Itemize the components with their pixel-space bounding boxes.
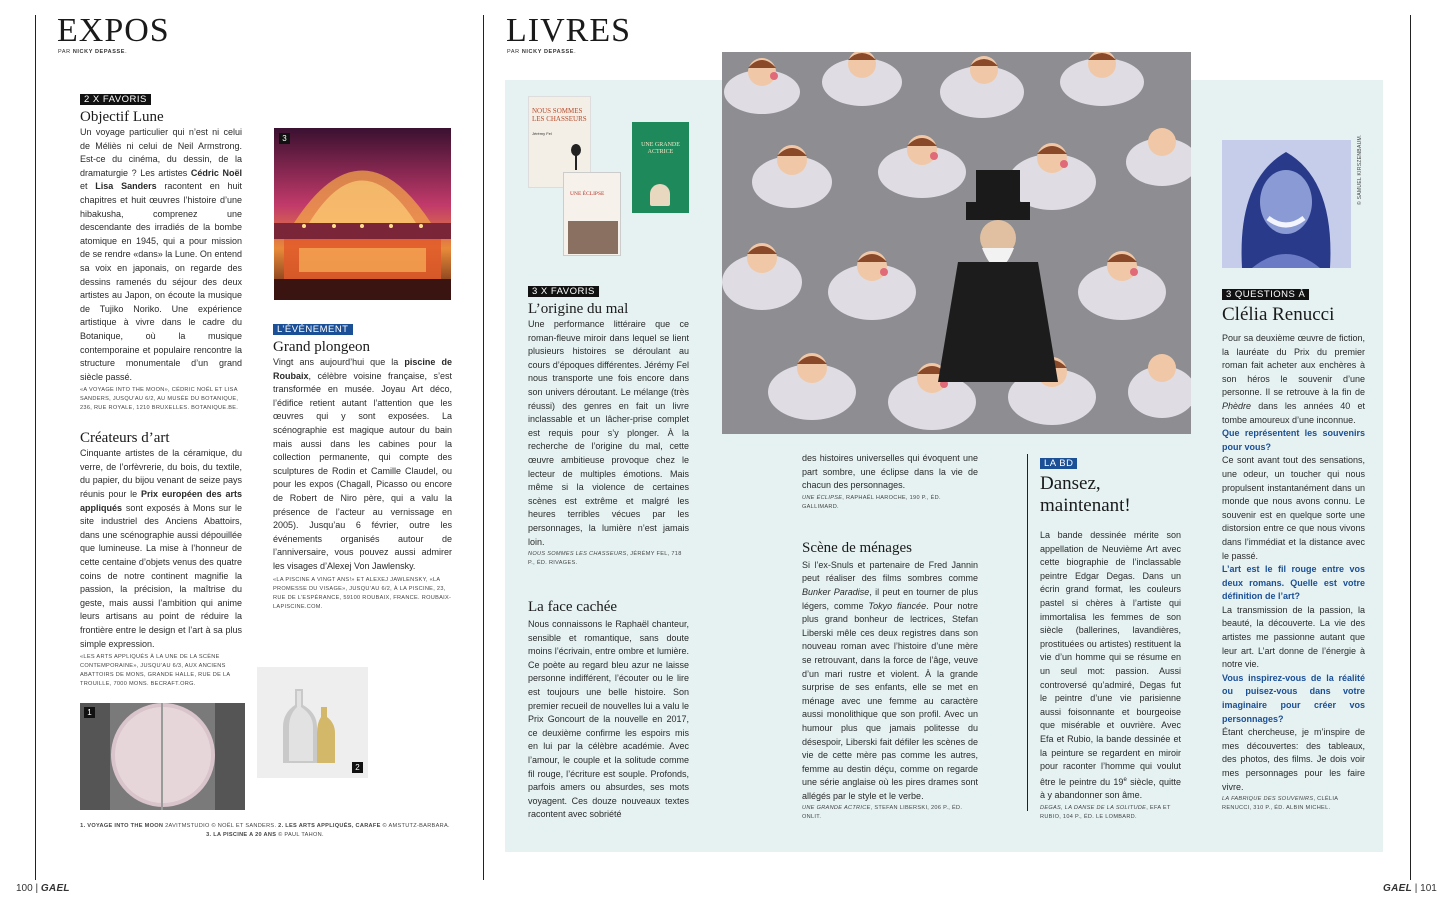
magazine-logo-right: GAEL [1383, 883, 1412, 894]
tag-levenement: L’ÉVÉNEMENT [273, 324, 353, 335]
headline-grand-plongeon: Grand plongeon [273, 339, 371, 355]
article-la-face-cachee: Nous connaissons le Raphaël chanteur, sensible et romantique, sans doute moins l’écrivain, entre ombre et lumière. Ce poète au regard bleu azur ne laisse personne indifférent, l’écouter ou le lire est toujours une belle histoire. Son premier recueil de nouvelles lui a valu le Prix Goncourt de la nouvelle en 2017, ce deuxième confirme les espoirs mis en lui par la célèbre académie. Avec l’amour, le couple et la solitude comme fil rouge, l’écriture est souple. Profonds, parfois amers ou absurdes, ses mots voyagent. Ces douze nouveaux textes racontent avec sobriété [528, 619, 689, 820]
expos-column-1 [80, 89, 242, 689]
la-piscine-illustration [274, 128, 451, 300]
bd-column-rule [1027, 454, 1028, 811]
interview-question-3: Vous inspirez-vous de la réalité ou puisez-vous dans votre imaginaire pour créer vos personnages? [1222, 672, 1365, 724]
expos-byline: PAR NICKY DEPASSE. [58, 49, 128, 55]
byline-prefix: PAR [507, 49, 520, 55]
tag-2x-favoris: 2 X FAVORIS [80, 94, 151, 105]
photo-number-3: 3 [279, 133, 290, 144]
page-number-100: 100 [16, 883, 33, 894]
photo-captions: 1. VOYAGE INTO THE MOON 2AVITMSTUDIO © NOËL ET SANDERS. 2. LES ARTS APPLIQUÉS, CARAFE © AMSTUTZ-BARBARA. 3. LA PISCINE A 20 ANS © PAUL TAHON. [80, 823, 450, 838]
degas-bd-illustration [722, 52, 1191, 434]
left-folio: 100 | GAEL [16, 883, 70, 894]
cover2-portrait [568, 221, 618, 254]
book-cover-une-grande-actrice [632, 122, 689, 213]
tag-3-questions-a: 3 QUESTIONS À [1222, 289, 1309, 300]
tag-la-bd: LA BD [1040, 458, 1077, 469]
right-folio: GAEL | 101 [1383, 883, 1437, 894]
livres-column-d [1222, 284, 1365, 813]
tag-3x-favoris: 3 X FAVORIS [528, 286, 599, 297]
article-createurs-dart: Cinquante artistes de la céramique, du verre, de l’orfèvrerie, du bois, du textile, du papier, du bijou venant de seize pays réunis pour le Prix européen des arts appliqués sont exposés à Mons sur le site industriel des Anciens Abattoirs, dans une scénographie aussi dépouillée que lumineuse. La mise à l’honneur de cette centaine d’objets venus des quatre coins de notre continent magnifie la passion, la précision, la maîtrise du geste, mais aussi l’ambition qui anime leurs artisans au point de réduire la frontière entre le design et l’art à sa plus simple expression. [80, 448, 242, 649]
headline-lorigine-du-mal: L’origine du mal [528, 301, 629, 317]
headline-la-face-cachee: La face cachée [528, 599, 618, 616]
credit-degas: DEGAS, LA DANSE DE LA SOLITUDE, EFA ET RUBIO, 104 P., ÉD. LE LOMBARD. [1040, 804, 1171, 820]
expos-section-title: EXPOS [57, 12, 170, 49]
cover2-title: UNE ÉCLIPSE [570, 191, 605, 197]
headline-scene-de-menages: Scène de ménages [802, 539, 912, 556]
headline-createurs-dart: Créateurs d’art [80, 430, 170, 447]
center-gutter-rule [483, 15, 484, 880]
interview-answer-1: Ce sont avant tout des sensations, une odeur, un toucher qui nous propulsent instantanément dans un monde que nous avons connu. Le souvenir est en quelque sorte une distorsion entre ce que nous vivons dans l’immédiat et la distance avec le passé. [1222, 455, 1365, 561]
left-margin-rule [35, 15, 36, 880]
magazine-logo-left: GAEL [40, 883, 70, 894]
headline-clelia-renucci: Clélia Renucci [1222, 304, 1335, 325]
article-grand-plongeon: Vingt ans aujourd’hui que la piscine de Roubaix, célèbre voisine française, s’est transformée en musée. Joyau Art déco, l’édifice retient autant l’attention que les œuvres qui y sont exposées. La scénographie est magique autour du bain mais aussi dans les cabines pour la collection permanente, qui compte des sculptures de Rodin et Camille Claudel, ou pour les expos (Chagall, Picasso ou encore de Robert de Niro père, qui a valu la présence de l’acteur au vernissage en 2005). Jusqu’au 6 février, outre les événements organisés autour de l’anniversaire, vous pouvez aussi admirer les visages d’Alexej Von Jawlensky. [273, 357, 452, 571]
bird-icon [567, 142, 585, 172]
article-la-face-cachee-continued: des histoires universelles qui évoquent une part sombre, une éclipse dans la vie de chacun des personnages. [802, 453, 978, 491]
interview-intro: Pour sa deuxième œuvre de fiction, la lauréate du Prix du premier roman fait acheter aux enchères à son héros le souvenir d’une personne. Il se retrouve à la fin de Phèdre dans les années 40 et tombe amoureux d’une inconnue. [1222, 333, 1365, 425]
right-margin-rule [1410, 15, 1411, 880]
interview-question-2: L’art est le fil rouge entre vos deux romans. Quelle est votre définition de l’art? [1222, 564, 1365, 602]
headline-dansez-maintenant: Dansez, maintenant! [1040, 473, 1131, 516]
byline-author: NICKY DEPASSE [521, 49, 575, 55]
headline-objectif-lune: Objectif Lune [80, 109, 164, 125]
credit-createurs-dart: «LES ARTS APPLIQUÉS À LA UNE DE LA SCÈNE CONTEMPORAINE», JUSQU’AU 6/3, AUX ANCIENS ABATTOIRS DE MONS, GRANDE HALLE, RUE DE LA TROUILLE, 7000 MONS. BECRAFT.ORG. [80, 654, 231, 688]
article-scene-de-menages: Si l’ex-Snuls et partenaire de Fred Jannin peut réaliser des films sombres comme Bunker Paradise, il peut en tourner de plus légers, comme Tokyo fiancée. Pour notre plus grand bonheur de lectrices, Stefan Liberski mêle ces deux registres dans son nouveau roman avec l’histoire d’une mère se retrouvant, dans la force de l’âge, veuve d’un mari rustre et violent. À la grande surprise de ses enfants, elle se met en ménage avec une femme au caractère aussi monolithique que son profil. Avec un humour plus que jamais politesse du désespoir, Liberski fait défiler les scènes de vie de cette mère pas comme les autres, femme au destin déçu, comme on regarde une série anglaise où les pires drames sont allégés par le style et le verbe. [802, 559, 978, 801]
article-dansez-maintenant: La bande dessinée mérite son appellation de Neuvième Art avec cette biographie de l’inclassable peintre Edgar Degas. Dans un écrin grand format, les couleurs pastel si chères à l’artiste qui immortalisa les femmes de son siècle (ballerines, lavandières, prostituées ou artistes) restituent la vie d’un homme qui se résume en un seul mot: passion. Aussi controversé qu’admiré, Degas fut le peintre d’une vie parisienne aussi foisonnante et bourgeoise que misérable et ouvrière. Avec Efa et Rubio, la bande dessinée et la peinture se regardent en miroir pour raconter l’homme qui voulut être le peintre du 19e siècle, quitte à y abandonner son âme. [1040, 530, 1181, 801]
credit-objectif-lune: «A VOYAGE INTO THE MOON», CÉDRIC NOËL ET LISA SANDERS, JUSQU’AU 6/2, AU MUSÉE DU BOTANIQUE, 236, RUE ROYALE, 1210 BRUXELLES. BOTANIQUE.BE. [80, 387, 239, 412]
cover1-title: NOUS SOMMES LES CHASSEURS [532, 107, 587, 123]
portrait-illustration [1222, 140, 1351, 268]
book-cover-une-eclipse [563, 172, 621, 256]
photo-carafe [257, 667, 368, 778]
dancers-illustration [722, 52, 1191, 434]
credit-nous-sommes-les-chasseurs: NOUS SOMMES LES CHASSEURS, JÉRÉMY FEL, 718 P., ÉD. RIVAGES. [528, 551, 682, 567]
interview-answer-2: La transmission de la passion, la beauté, la découverte. La vie des artistes me passionne autant que leur art. L’art donne de l’énergie à notre vie. [1222, 604, 1365, 670]
photo-la-piscine [274, 128, 451, 300]
interview-answer-3: Étant chercheuse, je m’inspire de mes découvertes: des tableaux, des photos, des films. Je dois voir mes personnages pour les faire vivre. [1222, 727, 1365, 792]
livres-column-b [802, 452, 978, 822]
article-objectif-lune: Un voyage particulier qui n’est ni celui de Méliès ni celui de Neil Armstrong. Est-ce du cinéma, du dessin, de la dramaturgie ? Les artistes Cédric Noël et Lisa Sanders racontent en huit chapitres et huit œuvres l’histoire d’une hibakusha, comprenez une descendante des irradiés de la bombe atomique en 1945, qui a pour mission de se rendre «dans» la Lune. On entend sa voix en japonais, on regarde des dessins ramenés du séjour des deux artistes au Japon, on écoute la musique de Tujiko Noriko. Une expérience artistique à vivre dans le cadre du Botanique, où la musique contemporaine et populaire rencontre la structure monumentale d’un grand siècle passé. [80, 127, 242, 382]
livres-byline: PAR NICKY DEPASSE. [507, 49, 577, 55]
livres-column-c [1040, 453, 1181, 822]
article-lorigine-du-mal: Une performance littéraire que ce roman-fleuve miroir dans lequel se lient plusieurs histoires se déroulant au cours d’époques différentes. Jérémy Fel nous transporte une fois encore dans son univers déroutant. Le mélange (très réussi) des genres en fait un livre inclassable et un lâcher-prise complet est requis pour s’y plonger. À la recherche de l’origine du mal, cette œuvre ambitieuse provoque chez le lecteur de multiples émotions. Mais même si la violence de certaines scènes est extrême et malgré les heures terribles vécues par les personnages, la lumière n’est jamais loin. [528, 319, 689, 547]
cover1-author: Jérémy Fel [532, 131, 552, 136]
byline-author: NICKY DEPASSE [72, 49, 126, 55]
moon-installation-illustration [80, 703, 245, 810]
credit-la-fabrique-des-souvenirs: LA FABRIQUE DES SOUVENIRS, CLÉLIA RENUCCI, 310 P., ÉD. ALBIN MICHEL. [1222, 796, 1338, 812]
page-number-101: 101 [1420, 883, 1437, 894]
interview-question-1: Que représentent les souvenirs pour vous? [1222, 428, 1365, 452]
photo-number-1: 1 [84, 707, 95, 718]
livres-column-a [528, 281, 689, 822]
portrait-credit: © SAMUEL KIRSZENBAUM. [1357, 134, 1363, 205]
cover3-title: UNE GRANDE ACTRICE [641, 142, 680, 155]
byline-prefix: PAR [58, 49, 71, 55]
cover3-figure [650, 184, 670, 206]
expos-column-2 [273, 319, 452, 612]
livres-section-title: LIVRES [506, 12, 631, 49]
credit-grand-plongeon: «LA PISCINE A VINGT ANS!» ET ALEXEJ JAWLENSKY, «LA PROMESSE DU VISAGE», JUSQU’AU 6/2, À LA PISCINE, 23, RUE DE L’ESPÉRANCE, 59100 ROUBAIX, FRANCE. ROUBAIX-LAPISCINE.COM. [273, 576, 452, 610]
photo-voyage-into-the-moon [80, 703, 245, 810]
photo-clelia-renucci [1222, 140, 1351, 268]
photo-number-2: 2 [352, 762, 363, 773]
credit-une-eclipse: UNE ÉCLIPSE, RAPHAËL HAROCHE, 190 P., ÉD. GALLIMARD. [802, 494, 941, 510]
credit-une-grande-actrice: UNE GRANDE ACTRICE, STEFAN LIBERSKI, 206 P., ÉD. ONLIT. [802, 805, 963, 821]
